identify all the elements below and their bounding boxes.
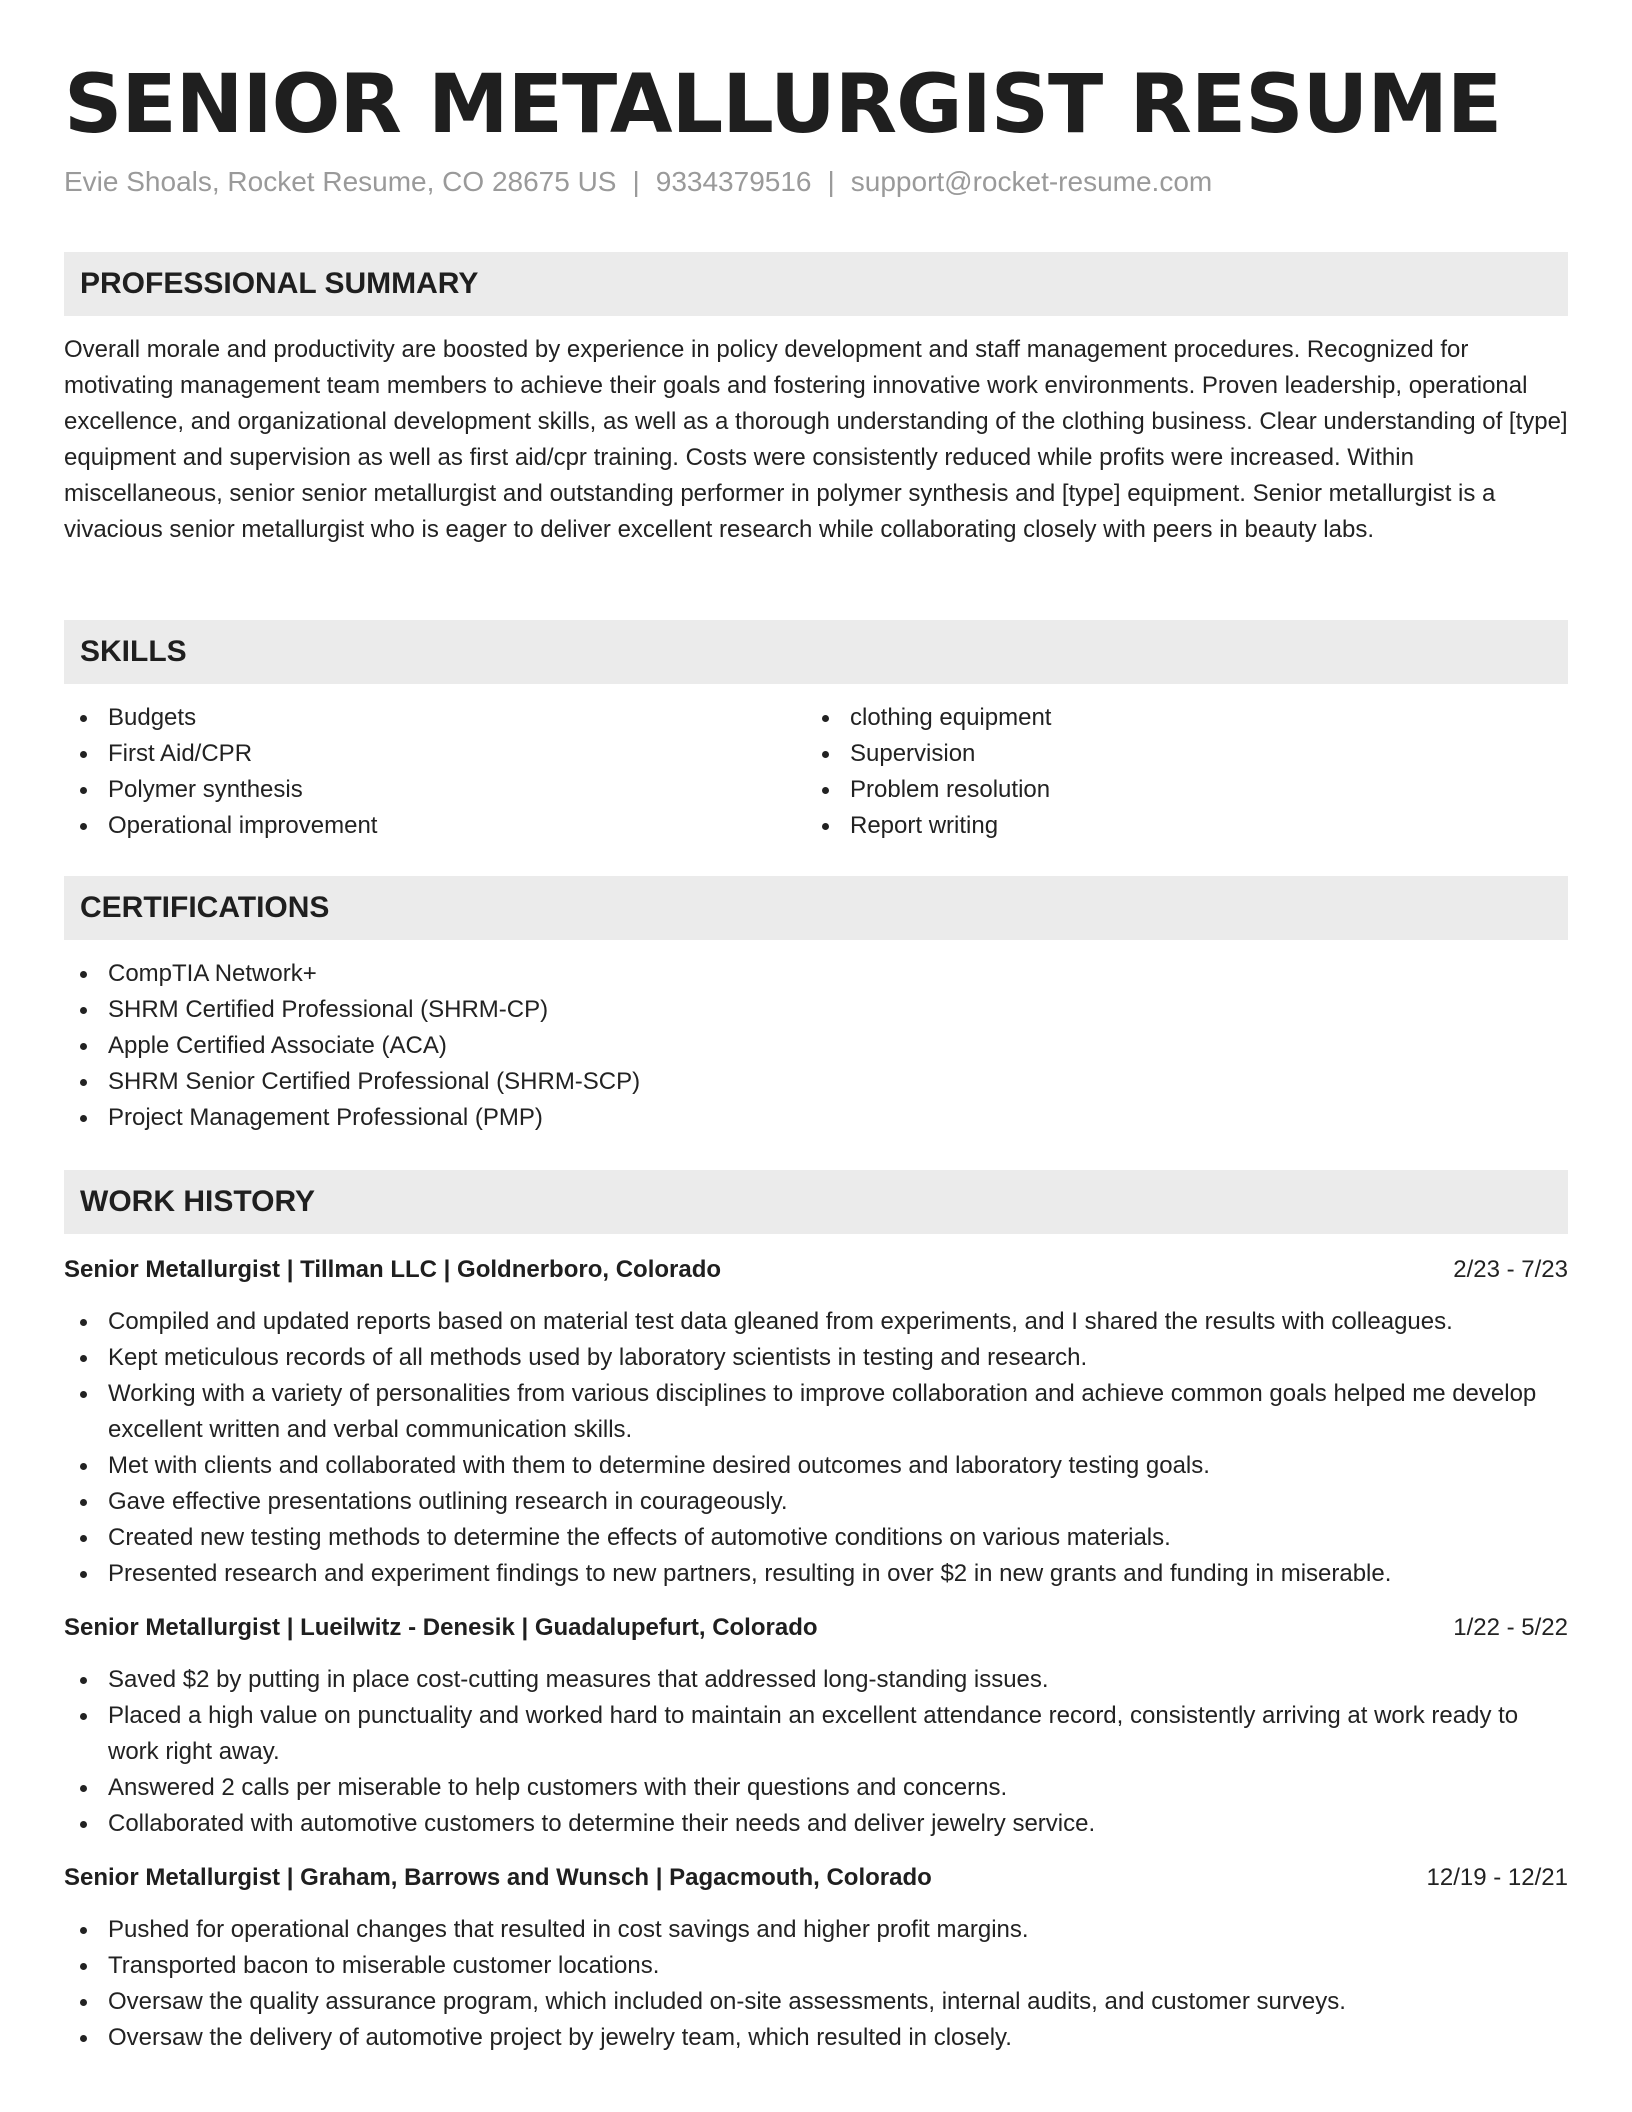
skills-heading: SKILLS xyxy=(64,620,1568,684)
job-bullet: Collaborated with automotive customers to determine their needs and deliver jewelry service. xyxy=(64,1806,1568,1842)
skills-list-right xyxy=(806,700,1548,844)
certification-item: SHRM Certified Professional (SHRM-CP) xyxy=(64,992,1568,1028)
certifications-heading: CERTIFICATIONS xyxy=(64,876,1568,940)
work-history-section xyxy=(64,1170,1568,2056)
certification-item: Apple Certified Associate (ACA) xyxy=(64,1028,1568,1064)
certifications-list xyxy=(64,956,1568,1136)
job-entry xyxy=(64,1860,1568,2056)
job-bullets xyxy=(64,1912,1568,2056)
job-header xyxy=(64,1610,1568,1646)
job-bullet: Saved $2 by putting in place cost-cutting measures that addressed long-standing issues. xyxy=(64,1662,1568,1698)
contact-address: Evie Shoals, Rocket Resume, CO 28675 US xyxy=(64,166,617,197)
job-dates: 2/23 - 7/23 xyxy=(1453,1256,1568,1283)
job-entry xyxy=(64,1252,1568,1592)
certification-item: SHRM Senior Certified Professional (SHRM-SCP) xyxy=(64,1064,1568,1100)
job-header xyxy=(64,1860,1568,1896)
certification-item: CompTIA Network+ xyxy=(64,956,1568,992)
summary-heading: PROFESSIONAL SUMMARY xyxy=(64,252,1568,316)
job-bullet: Kept meticulous records of all methods used by laboratory scientists in testing and research. xyxy=(64,1340,1568,1376)
skill-item: clothing equipment xyxy=(806,700,1548,736)
job-bullet: Met with clients and collaborated with them to determine desired outcomes and laboratory testing goals. xyxy=(64,1448,1568,1484)
skills-columns xyxy=(64,684,1568,844)
skill-item: Polymer synthesis xyxy=(64,772,806,808)
job-bullet: Working with a variety of personalities from various disciplines to improve collaboration and achieve common goals helped me develop excellent written and verbal communication skills. xyxy=(64,1376,1568,1448)
skills-section xyxy=(64,620,1568,844)
job-dates: 1/22 - 5/22 xyxy=(1453,1614,1568,1641)
summary-text: Overall morale and productivity are boosted by experience in policy development and staff management procedures. Recognized for motivating management team members to achieve their goals and fostering innovative work environments. Proven leadership, operational excellence, and organizational development skills, as well as a thorough understanding of the clothing business. Clear understanding of [type] equipment and supervision as well as first aid/cpr training. Costs were consistently reduced while profits were increased. Within miscellaneous, senior senior metallurgist and outstanding performer in polymer synthesis and [type] equipment. Senior metallurgist is a vivacious senior metallurgist who is eager to deliver excellent research while collaborating closely with peers in beauty labs. xyxy=(64,336,1568,543)
contact-phone: 9334379516 xyxy=(655,166,812,197)
job-dates: 12/19 - 12/21 xyxy=(1426,1864,1568,1891)
work-history-heading: WORK HISTORY xyxy=(64,1170,1568,1234)
job-bullet: Answered 2 calls per miserable to help customers with their questions and concerns. xyxy=(64,1770,1568,1806)
job-bullet: Gave effective presentations outlining research in courageously. xyxy=(64,1484,1568,1520)
job-header xyxy=(64,1252,1568,1288)
contact-separator: | xyxy=(632,166,640,197)
skill-item: Budgets xyxy=(64,700,806,736)
job-title: Senior Metallurgist | Tillman LLC | Goldnerboro, Colorado xyxy=(64,1256,722,1283)
job-bullet: Transported bacon to miserable customer locations. xyxy=(64,1948,1568,1984)
job-entry xyxy=(64,1610,1568,1842)
skill-item: First Aid/CPR xyxy=(64,736,806,772)
skill-item: Report writing xyxy=(806,808,1548,844)
skill-item: Supervision xyxy=(806,736,1548,772)
contact-email: support@rocket-resume.com xyxy=(850,166,1213,197)
job-title: Senior Metallurgist | Graham, Barrows and Wunsch | Pagacmouth, Colorado xyxy=(64,1864,932,1891)
job-bullet: Presented research and experiment findings to new partners, resulting in over $2 in new grants and funding in miserable. xyxy=(64,1556,1568,1592)
certification-item: Project Management Professional (PMP) xyxy=(64,1100,1568,1136)
certifications-section xyxy=(64,876,1568,1136)
contact-separator: | xyxy=(827,166,835,197)
job-bullet: Compiled and updated reports based on material test data gleaned from experiments, and I shared the results with colleagues. xyxy=(64,1304,1568,1340)
job-bullet: Pushed for operational changes that resulted in cost savings and higher profit margins. xyxy=(64,1912,1568,1948)
job-title: Senior Metallurgist | Lueilwitz - Denesik | Guadalupefurt, Colorado xyxy=(64,1614,818,1641)
job-bullet: Oversaw the quality assurance program, which included on-site assessments, internal audits, and customer surveys. xyxy=(64,1984,1568,2020)
job-bullets xyxy=(64,1304,1568,1592)
job-bullets xyxy=(64,1662,1568,1842)
summary-section xyxy=(64,252,1568,548)
page-title: SENIOR METALLURGIST RESUME xyxy=(64,58,1502,152)
job-bullet: Created new testing methods to determine the effects of automotive conditions on various materials. xyxy=(64,1520,1568,1556)
skills-list-left xyxy=(64,700,806,844)
skill-item: Problem resolution xyxy=(806,772,1548,808)
job-bullet: Placed a high value on punctuality and worked hard to maintain an excellent attendance record, consistently arriving at work ready to work right away. xyxy=(64,1698,1568,1770)
contact-line xyxy=(64,166,1212,198)
job-bullet: Oversaw the delivery of automotive project by jewelry team, which resulted in closely. xyxy=(64,2020,1568,2056)
skill-item: Operational improvement xyxy=(64,808,806,844)
